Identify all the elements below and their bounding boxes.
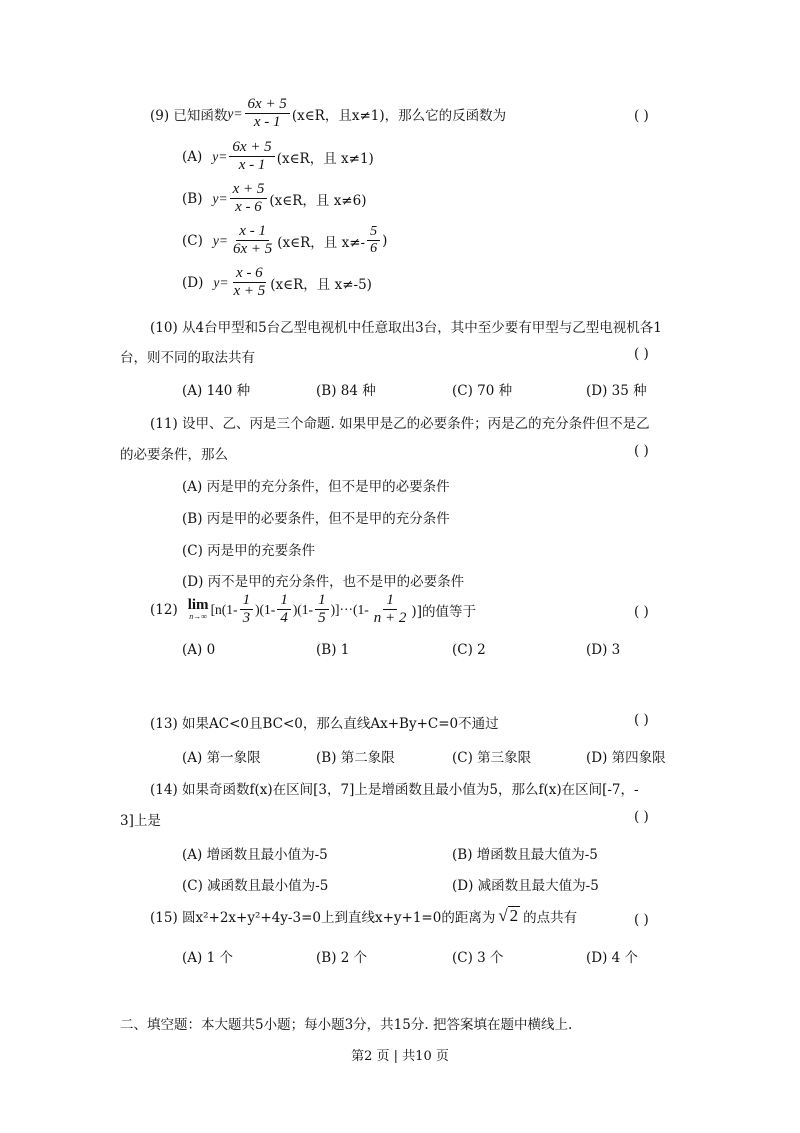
sqrt-icon: √	[498, 906, 508, 925]
q12-expr-d: )]···(1-	[330, 601, 369, 617]
q12-limit	[188, 598, 209, 621]
q14-stem-line2: 3]上是	[120, 813, 161, 829]
q9-option-b-fraction	[230, 181, 268, 217]
q12-expr-b: )(1-	[255, 601, 276, 617]
section-2-heading: 二、填空题：本大题共5小题；每小题3分，共15分. 把答案填在题中横线上.	[120, 1017, 573, 1033]
q12-lim-sub: n→∞	[189, 612, 207, 622]
q15-sqrt	[498, 906, 520, 926]
q12-stem	[150, 592, 476, 628]
q15-option-c: (C) 3 个	[452, 950, 504, 966]
q15-option-d: (D) 4 个	[586, 950, 639, 966]
q10-option-a: (A) 140 种	[182, 383, 251, 399]
q9-main-den: x - 1	[253, 114, 281, 131]
q10-stem-line1: (10) 从4台甲型和5台乙型电视机中任意取出3台，其中至少要有甲型与乙型电视机各1	[150, 320, 662, 336]
q14-option-a: (A) 增函数且最小值为-5	[182, 847, 328, 863]
q9-option-a-cond: (x∈R，且 x≠1)	[276, 150, 374, 167]
q9-main-num: 6x + 5	[245, 96, 290, 114]
q9-option-c-cond-den: 6	[370, 241, 378, 257]
q12-expr-a: [n(1-	[210, 601, 238, 617]
q14-option-d: (D) 减函数且最大值为-5	[452, 878, 599, 894]
q9-option-d-label: (D)	[182, 274, 204, 291]
q14-option-c: (C) 减函数且最小值为-5	[182, 878, 329, 894]
page-footer: 第2 页 | 共10 页	[351, 1049, 449, 1064]
q11-option-a: (A) 丙是甲的充分条件，但不是甲的必要条件	[182, 479, 450, 495]
q11-option-d: (D) 丙不是甲的充分条件，也不是甲的必要条件	[182, 574, 465, 590]
q9-option-c-cond-fraction	[367, 224, 380, 257]
q12-answer-paren: ( )	[634, 604, 649, 620]
q9-option-d-y: y=	[213, 274, 229, 290]
q15-stem-pre: (15) 圆x²+2x+y²+4y-3=0上到直线x+y+1=0的距离为	[150, 910, 496, 926]
q9-option-b-num: x + 5	[230, 181, 268, 199]
q15-sqrt-value: 2	[509, 906, 519, 925]
q9-y-eq: y=	[227, 105, 243, 121]
q10-stem-line2: 台，则不同的取法共有	[120, 350, 255, 366]
q15-stem-post: 的点共有	[523, 910, 578, 926]
q13-option-a: (A) 第一象限	[182, 750, 261, 766]
q9-option-d-cond: (x∈R，且 x≠-5)	[270, 276, 372, 293]
q12-fraction-2	[277, 592, 291, 628]
q9-option-d-fraction	[230, 265, 268, 301]
q9-option-d	[182, 265, 372, 301]
q15-answer-paren: ( )	[634, 912, 649, 928]
q12-option-c: (C) 2	[452, 642, 486, 658]
q11-option-b: (B) 丙是甲的必要条件，但不是甲的充分条件	[182, 511, 450, 527]
q9-option-a-y: y=	[212, 148, 228, 164]
q9-option-c-fraction	[230, 223, 275, 259]
q12-fraction-1	[240, 592, 254, 628]
q15-option-a: (A) 1 个	[182, 950, 233, 966]
q9-stem-cond: (x∈R，且x≠1)，那么它的反函数为	[291, 107, 507, 124]
q12-f1-den: 3	[242, 610, 251, 627]
q10-option-b: (B) 84 种	[316, 383, 376, 399]
q9-option-c-cond-num: 5	[367, 224, 380, 241]
q13-option-d: (D) 第四象限	[586, 750, 666, 766]
q12-f4-num: 1	[383, 592, 397, 610]
q13-answer-paren: ( )	[634, 712, 649, 728]
q9-option-c-num: x - 1	[236, 223, 269, 241]
q9-option-b-label: (B)	[182, 190, 203, 207]
q9-option-a-label: (A)	[182, 148, 203, 165]
q10-option-c: (C) 70 种	[452, 383, 513, 399]
q14-answer-paren: ( )	[634, 809, 649, 825]
q11-stem-line1: (11) 设甲、乙、丙是三个命题. 如果甲是乙的必要条件；丙是乙的充分条件但不是乙	[150, 416, 650, 432]
q9-option-c-label: (C)	[182, 232, 203, 249]
q11-answer-paren: ( )	[634, 443, 649, 459]
q12-f3-den: 5	[318, 610, 326, 627]
q9-option-b	[182, 181, 366, 217]
q9-option-d-den: x + 5	[233, 283, 266, 300]
q9-option-c-den: 6x + 5	[232, 241, 273, 258]
q12-expr-c: )(1-	[292, 601, 314, 617]
q12-f1-num: 1	[240, 592, 254, 610]
q10-answer-paren: ( )	[634, 346, 649, 362]
q14-stem-line1: (14) 如果奇函数f(x)在区间[3，7]上是增函数且最小值为5，那么f(x)在区间[-7，-	[150, 782, 639, 798]
q13-option-c: (C) 第三象限	[452, 750, 532, 766]
q10-option-d: (D) 35 种	[586, 383, 647, 399]
q15-stem	[150, 906, 577, 926]
q9-option-d-num: x - 6	[233, 265, 266, 283]
q12-fraction-4	[371, 592, 410, 628]
q14-option-b: (B) 增函数且最大值为-5	[452, 847, 598, 863]
q15-option-b: (B) 2 个	[316, 950, 368, 966]
q13-stem: (13) 如果AC<0且BC<0，那么直线Ax+By+C=0不通过	[150, 716, 499, 732]
q12-f4-den: n + 2	[373, 610, 407, 627]
q12-f2-num: 1	[277, 592, 291, 610]
q9-option-c	[182, 223, 387, 259]
q9-answer-paren: ( )	[634, 108, 649, 124]
q12-f3-num: 1	[315, 592, 329, 610]
q12-option-a: (A) 0	[182, 642, 216, 658]
q12-label: (12)	[150, 601, 178, 618]
q12-expr-e: )]的值等于	[411, 603, 476, 620]
q12-option-d: (D) 3	[586, 642, 621, 658]
q12-f2-den: 4	[280, 610, 288, 627]
q9-stem	[150, 96, 506, 132]
q9-option-c-cond-pre: (x∈R，且 x≠-	[277, 234, 366, 251]
q9-option-c-y: y=	[212, 232, 228, 248]
q11-stem-line2: 的必要条件，那么	[120, 447, 228, 463]
q9-stem-text: (9) 已知函数	[150, 107, 228, 124]
q9-option-b-cond: (x∈R，且 x≠6)	[269, 192, 367, 209]
q11-option-c: (C) 丙是甲的充要条件	[182, 543, 316, 559]
q9-option-a-fraction	[229, 139, 274, 175]
q9-option-b-den: x - 6	[235, 199, 262, 216]
q9-option-a-den: x - 1	[238, 157, 266, 174]
q12-fraction-3	[315, 592, 329, 628]
q12-option-b: (B) 1	[316, 642, 350, 658]
q9-option-a	[182, 139, 374, 175]
q9-option-c-cond-post: )	[382, 232, 388, 249]
q12-lim-text: lim	[187, 597, 209, 614]
q9-option-a-num: 6x + 5	[229, 139, 274, 157]
q9-option-b-y: y=	[212, 190, 228, 206]
q13-option-b: (B) 第二象限	[316, 750, 395, 766]
q9-main-fraction	[245, 96, 290, 132]
